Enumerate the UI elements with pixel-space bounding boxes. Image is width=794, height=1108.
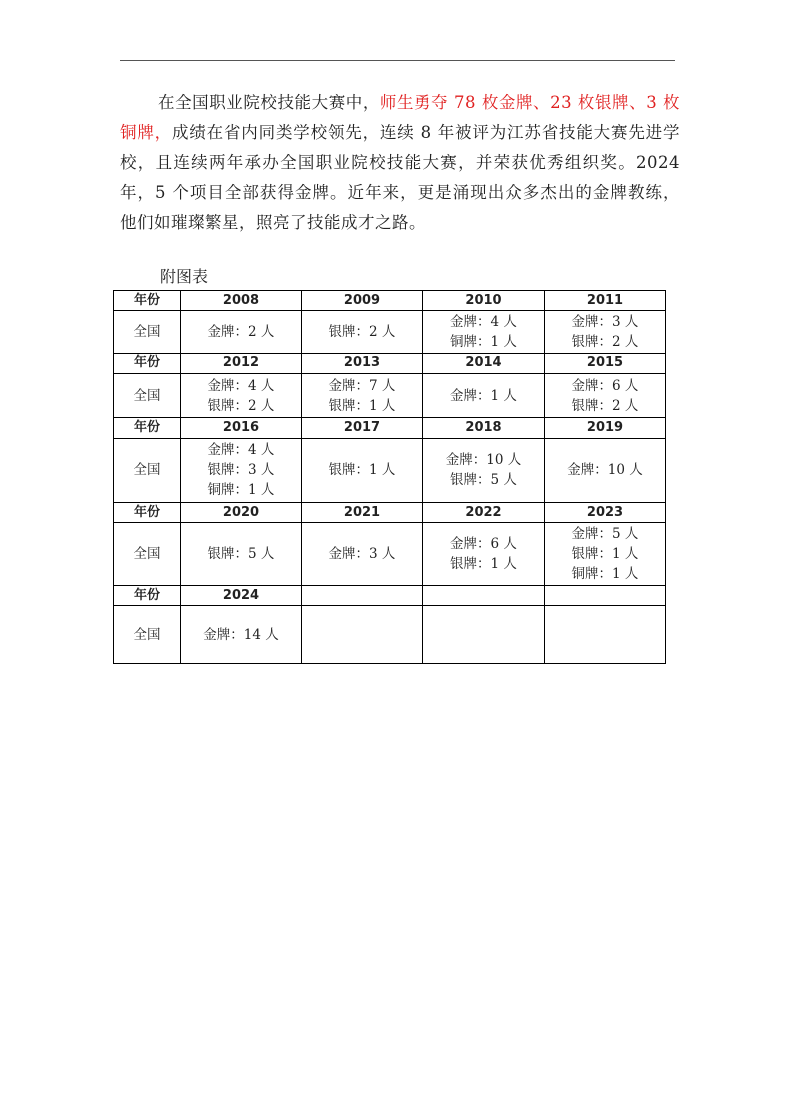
- award-row: [114, 606, 666, 664]
- award-entry: 银牌：2 人: [571, 333, 639, 350]
- table-caption: 附图表: [160, 267, 209, 286]
- award-entry: 金牌：4 人: [450, 313, 517, 330]
- year-header-label: 年份: [114, 291, 181, 311]
- award-entry: 银牌：1 人: [571, 546, 639, 563]
- award-cell: [181, 606, 302, 664]
- award-cell: [545, 523, 666, 586]
- award-entry: 金牌：3 人: [571, 313, 639, 330]
- year-cell: 2008: [181, 291, 302, 311]
- header-rule: [120, 60, 675, 61]
- award-entry: 银牌：2 人: [207, 397, 275, 414]
- award-cell: [423, 606, 545, 664]
- award-cell: [302, 373, 423, 417]
- year-cell: 2024: [181, 586, 302, 606]
- year-cell: 2017: [302, 418, 423, 438]
- year-cell: 2016: [181, 418, 302, 438]
- year-header-row: [114, 503, 666, 523]
- region-label: 全国: [114, 311, 181, 353]
- region-label: 全国: [114, 438, 181, 503]
- award-cell: [545, 373, 666, 417]
- year-header-row: [114, 353, 666, 373]
- award-entry: 银牌：2 人: [328, 323, 396, 340]
- year-cell: 2020: [181, 503, 302, 523]
- award-entry: 铜牌：1 人: [207, 482, 275, 499]
- award-entry: 金牌：4 人: [207, 442, 275, 459]
- awards-table: [113, 290, 666, 664]
- award-row: [114, 523, 666, 586]
- award-cell: [302, 523, 423, 586]
- paragraph-part1: 在全国职业院校技能大赛中，: [158, 93, 380, 112]
- region-label: 全国: [114, 523, 181, 586]
- award-entry: 金牌：6 人: [450, 536, 517, 553]
- award-row: [114, 438, 666, 503]
- year-cell: 2022: [423, 503, 545, 523]
- award-entry: 铜牌：1 人: [450, 333, 517, 350]
- year-header-row: [114, 418, 666, 438]
- year-cell: 2019: [545, 418, 666, 438]
- paragraph-part2: 成绩在省内同类学校领先，连续 8 年被评为江苏省技能大赛先进学校，且连续两年承办全国职业院校技能大赛，并荣获优秀组织奖。2024 年，5 个项目全部获得金牌。近年来，更是涌现出众多杰出的金牌教练，他们如璀璨繁星，照亮了技能成才之路。: [120, 123, 680, 232]
- year-cell: [302, 586, 423, 606]
- year-cell: [423, 586, 545, 606]
- award-cell: [181, 438, 302, 503]
- region-label: 全国: [114, 373, 181, 417]
- year-cell: [545, 586, 666, 606]
- award-cell: [302, 311, 423, 353]
- award-entry: 金牌：2 人: [207, 323, 275, 340]
- award-entry: 银牌：5 人: [450, 472, 517, 489]
- award-cell: [181, 523, 302, 586]
- year-cell: 2013: [302, 353, 423, 373]
- award-cell: [423, 311, 545, 353]
- award-entry: 银牌：1 人: [450, 556, 517, 573]
- award-entry: 银牌：5 人: [207, 546, 275, 563]
- award-entry: 银牌：1 人: [328, 462, 396, 479]
- year-header-label: 年份: [114, 503, 181, 523]
- award-cell: [181, 373, 302, 417]
- award-entry: 铜牌：1 人: [571, 566, 639, 583]
- year-cell: 2010: [423, 291, 545, 311]
- award-entry: 银牌：1 人: [328, 397, 396, 414]
- award-entry: 金牌：6 人: [571, 377, 639, 394]
- region-label: 全国: [114, 606, 181, 664]
- year-header-row: [114, 291, 666, 311]
- award-cell: [423, 438, 545, 503]
- year-cell: 2011: [545, 291, 666, 311]
- year-header-label: 年份: [114, 353, 181, 373]
- award-row: [114, 311, 666, 353]
- year-header-label: 年份: [114, 418, 181, 438]
- award-cell: [545, 606, 666, 664]
- year-cell: 2014: [423, 353, 545, 373]
- award-entry: 金牌：1 人: [450, 387, 517, 404]
- award-cell: [423, 523, 545, 586]
- award-cell: [181, 311, 302, 353]
- award-entry: 金牌：14 人: [203, 626, 279, 643]
- paragraph-highlight: 师生勇夺 78 枚金牌、23 枚银牌、3 枚铜牌，: [120, 93, 681, 142]
- year-cell: 2023: [545, 503, 666, 523]
- award-entry: 金牌：5 人: [571, 526, 639, 543]
- award-entry: 金牌：7 人: [328, 377, 396, 394]
- year-cell: 2009: [302, 291, 423, 311]
- award-entry: 金牌：3 人: [328, 546, 396, 563]
- award-entry: 金牌：10 人: [567, 462, 643, 479]
- award-row: [114, 373, 666, 417]
- award-cell: [545, 438, 666, 503]
- year-cell: 2021: [302, 503, 423, 523]
- award-cell: [302, 606, 423, 664]
- year-cell: 2012: [181, 353, 302, 373]
- award-entry: 银牌：3 人: [207, 462, 275, 479]
- year-header-label: 年份: [114, 586, 181, 606]
- award-cell: [302, 438, 423, 503]
- award-entry: 金牌：4 人: [207, 377, 275, 394]
- year-header-row: [114, 586, 666, 606]
- award-entry: 银牌：2 人: [571, 397, 639, 414]
- award-cell: [423, 373, 545, 417]
- intro-paragraph: [120, 88, 680, 238]
- award-entry: 金牌：10 人: [445, 452, 522, 469]
- award-cell: [545, 311, 666, 353]
- year-cell: 2018: [423, 418, 545, 438]
- year-cell: 2015: [545, 353, 666, 373]
